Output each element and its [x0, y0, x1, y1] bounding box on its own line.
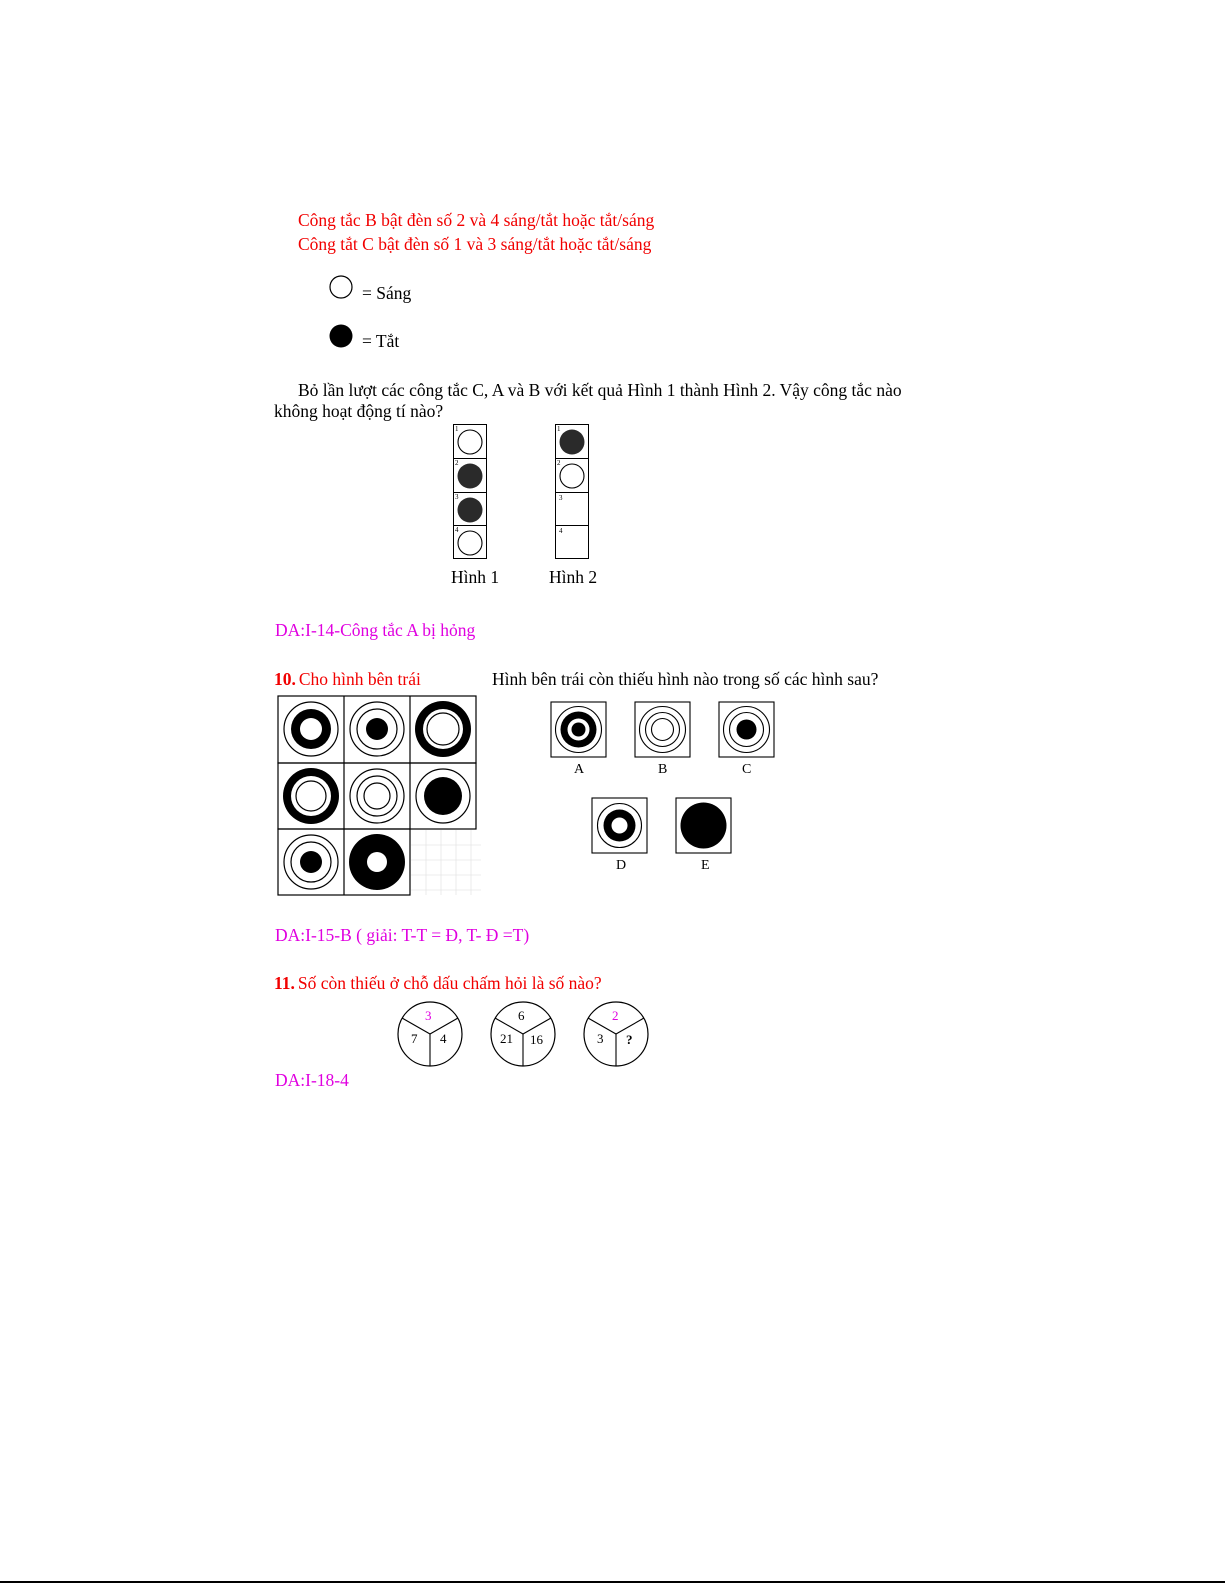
option-e-icon: [675, 797, 733, 855]
q11-number: 11.: [274, 973, 295, 993]
number-circle-3: [582, 1000, 650, 1068]
circle-top-number: 3: [425, 1008, 432, 1023]
pattern-r1c3-icon: [415, 701, 471, 757]
circle-right-number: 16: [530, 1032, 543, 1047]
cell-number: 3: [455, 493, 459, 501]
figure1-cell-1: [454, 425, 486, 459]
option-b-label: B: [658, 762, 668, 777]
circle-left-number: 21: [500, 1031, 513, 1046]
lamp-on-icon: [559, 463, 585, 489]
pattern-r1c2-icon: [350, 702, 404, 756]
figure2-cell-2: [556, 459, 588, 493]
figure1-cell-3: [454, 493, 486, 526]
number-circle-2: [489, 1000, 557, 1068]
q11-heading: [274, 973, 602, 994]
circle-right-number: 4: [440, 1031, 447, 1046]
option-c-icon: [718, 701, 776, 759]
q9-text-line2: không hoạt động tí nào?: [274, 401, 444, 421]
pattern-r3c1-icon: [284, 835, 338, 889]
lamp-off-icon: [559, 429, 585, 455]
pattern-r2c3-icon: [416, 769, 470, 823]
cell-number: 1: [557, 425, 561, 433]
legend-off-circle-icon: [328, 324, 354, 350]
q10-heading: [274, 669, 421, 690]
figure2-column: [555, 424, 589, 559]
pattern-r2c1-icon: [283, 768, 339, 824]
pattern-r3c2-icon: [349, 834, 405, 890]
q11-title: Số còn thiếu ở chỗ dấu chấm hỏi là số nào?: [297, 973, 602, 993]
q10-prompt: Hình bên trái còn thiếu hình nào trong số các hình sau?: [492, 669, 879, 689]
option-d-label: D: [616, 858, 627, 873]
option-d-icon: [591, 797, 649, 855]
q9-text-line1: Bỏ lần lượt các công tắc C, A và B với kết quả Hình 1 thành Hình 2. Vậy công tắc nào: [298, 380, 902, 400]
rule-switch-c: Công tắt C bật đèn số 1 và 3 sáng/tắt hoặc tắt/sáng: [298, 234, 652, 254]
q10-pattern-grid: [276, 695, 486, 897]
circle-top-number: 6: [518, 1008, 525, 1023]
lamp-on-icon: [457, 429, 483, 455]
circle-top-number: 2: [612, 1008, 619, 1023]
option-b-icon: [634, 701, 692, 759]
lamp-off-icon: [457, 497, 483, 523]
circle-left-number: 7: [411, 1031, 418, 1046]
cell-number: 1: [455, 425, 459, 433]
q10-number: 10.: [274, 669, 296, 689]
pattern-r2c2-icon: [350, 769, 404, 823]
cell-number: 4: [455, 526, 459, 534]
cell-number: 2: [557, 459, 561, 467]
figure1-cell-2: [454, 459, 486, 493]
figure2-cell-4: [556, 526, 588, 558]
figure2-caption: Hình 2: [549, 567, 598, 587]
lamp-off-icon: [457, 463, 483, 489]
cell-number: 4: [559, 527, 563, 535]
pattern-r1c1-icon: [284, 702, 338, 756]
cell-number: 2: [455, 459, 459, 467]
figure2-cell-3: [556, 493, 588, 526]
q9-answer: DA:I-14-Công tắc A bị hỏng: [275, 620, 476, 640]
cell-number: 3: [559, 494, 563, 502]
legend-on-label: = Sáng: [362, 283, 412, 303]
figure1-cell-4: [454, 526, 486, 558]
q10-answer: DA:I-15-B ( giải: T-T = Đ, T- Đ =T): [275, 925, 530, 945]
circle-right-number: ?: [626, 1032, 633, 1047]
figure1-column: [453, 424, 487, 559]
lamp-on-icon: [457, 530, 483, 556]
option-e-label: E: [701, 858, 710, 873]
rule-switch-b: Công tắc B bật đèn số 2 và 4 sáng/tắt hoặc tắt/sáng: [298, 210, 655, 230]
figure1-caption: Hình 1: [451, 567, 500, 587]
q11-answer: DA:I-18-4: [275, 1070, 349, 1090]
page-bottom-rule: [0, 1581, 1225, 1583]
circle-left-number: 3: [597, 1031, 604, 1046]
figure2-cell-1: [556, 425, 588, 459]
legend-on-circle-icon: [328, 275, 354, 301]
option-c-label: C: [742, 762, 752, 777]
number-circle-1: [396, 1000, 464, 1068]
option-a-icon: [550, 701, 608, 759]
legend-off-label: = Tắt: [362, 331, 400, 351]
option-a-label: A: [574, 762, 585, 777]
q10-title: Cho hình bên trái: [298, 669, 421, 689]
